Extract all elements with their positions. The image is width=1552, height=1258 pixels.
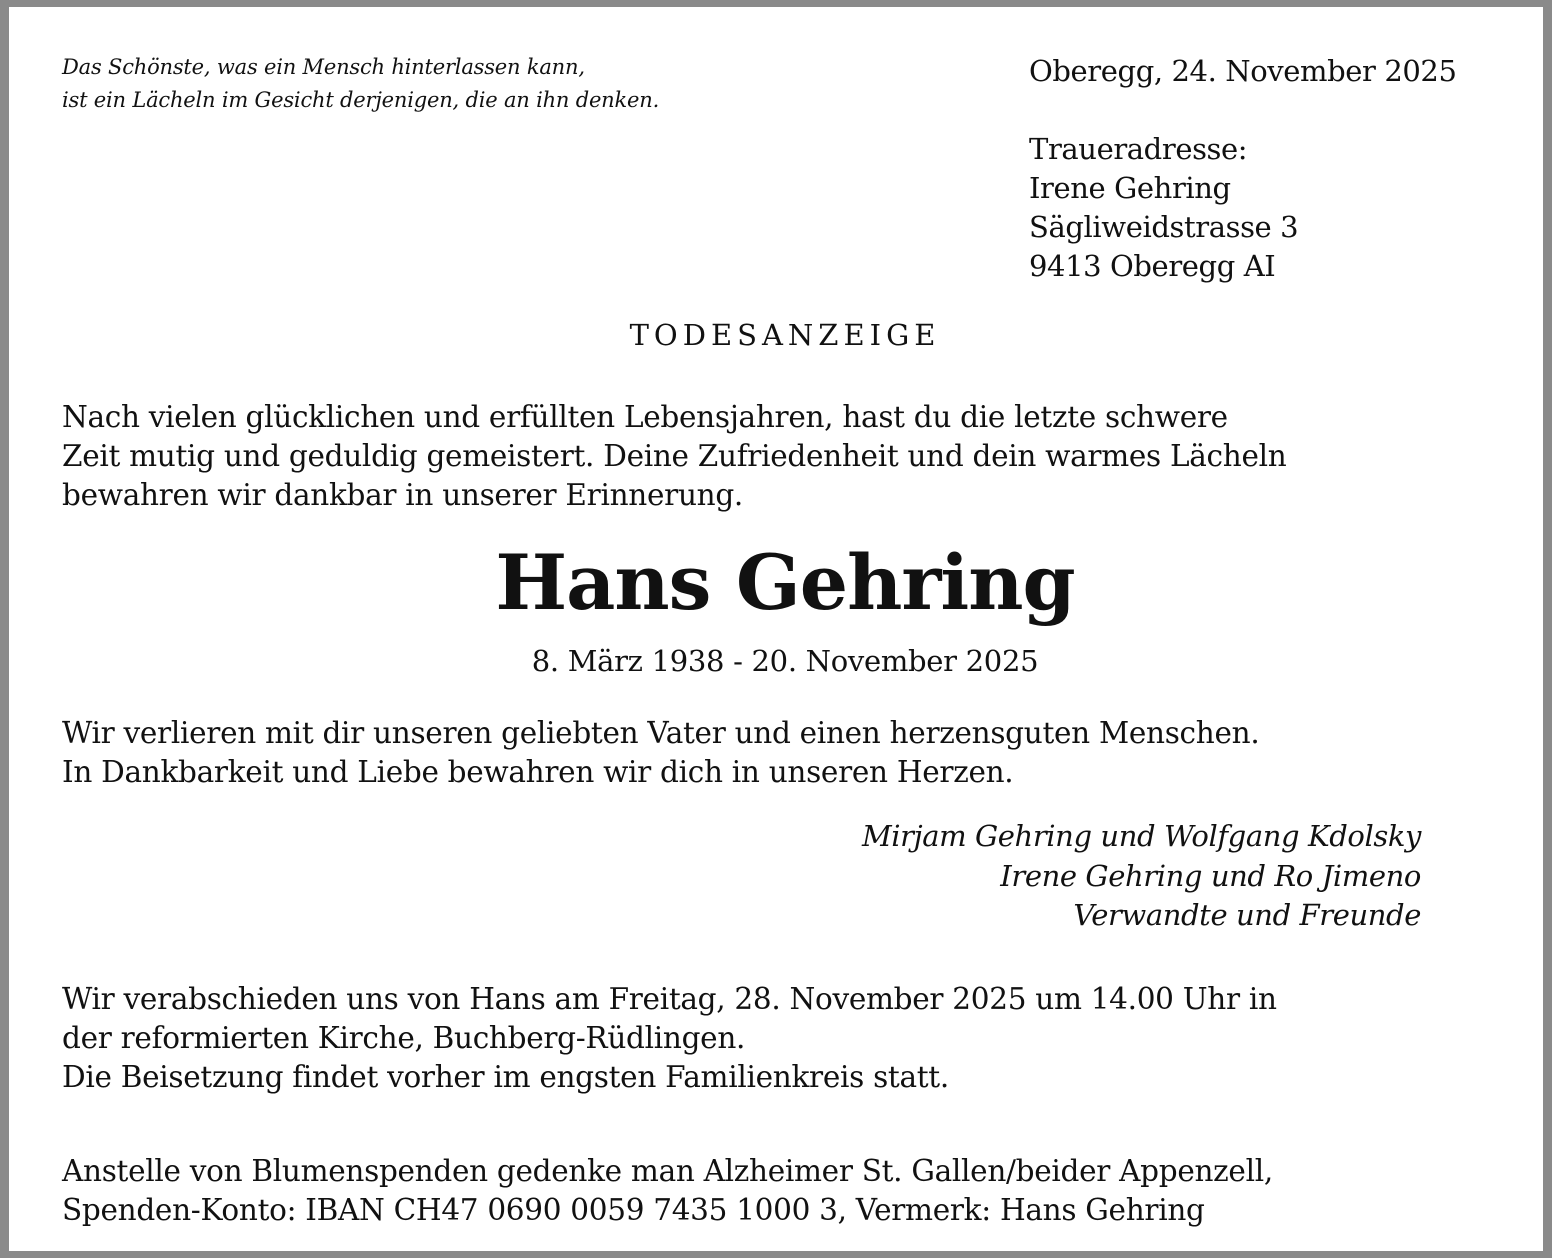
- address-city: 9413 Oberegg AI: [1029, 249, 1276, 283]
- life-dates: 8. März 1938 - 20. November 2025: [531, 644, 1039, 678]
- mourners-list: [862, 817, 1421, 936]
- intro-line: bewahren wir dankbar in unserer Erinnerung.: [62, 478, 744, 512]
- intro-line: Zeit mutig und geduldig gemeistert. Deine Zufriedenheit und dein warmes Lächeln: [62, 439, 1287, 473]
- address-label: Traueradresse:: [1029, 132, 1248, 166]
- intro-text: [62, 398, 1286, 515]
- loss-text: [62, 714, 1259, 792]
- motto-line: ist ein Lächeln im Gesicht derjenigen, die an ihn denken.: [62, 88, 660, 112]
- loss-line: In Dankbarkeit und Liebe bewahren wir dich in unseren Herzen.: [62, 755, 1014, 789]
- loss-line: Wir verlieren mit dir unseren geliebten Vater und einen herzensguten Menschen.: [62, 716, 1260, 750]
- motto-line: Das Schönste, was ein Mensch hinterlassen kann,: [62, 55, 585, 79]
- mourner-line: Mirjam Gehring und Wolfgang Kdolsky: [862, 819, 1421, 853]
- address-street: Sägliweidstrasse 3: [1029, 210, 1299, 244]
- intro-line: Nach vielen glücklichen und erfüllten Lebensjahren, hast du die letzte schwere: [62, 400, 1228, 434]
- farewell-line: Die Beisetzung findet vorher im engsten Familienkreis statt.: [62, 1060, 949, 1094]
- mourning-address: [1029, 130, 1298, 286]
- farewell-line: Wir verabschieden uns von Hans am Freitag, 28. November 2025 um 14.00 Uhr in: [62, 982, 1277, 1016]
- donation-line: Spenden-Konto: IBAN CH47 0690 0059 7435 1000 3, Vermerk: Hans Gehring: [62, 1193, 1205, 1227]
- deceased-name: Hans Gehring: [495, 538, 1075, 627]
- notice-heading: TODESANZEIGE: [629, 318, 941, 352]
- motto-quote: [62, 51, 659, 117]
- donation-line: Anstelle von Blumenspenden gedenke man Alzheimer St. Gallen/beider Appenzell,: [62, 1154, 1273, 1188]
- farewell-line: der reformierten Kirche, Buchberg-Rüdlingen.: [62, 1021, 746, 1055]
- address-name: Irene Gehring: [1029, 171, 1231, 205]
- farewell-text: [62, 980, 1277, 1097]
- donation-text: [62, 1152, 1273, 1230]
- mourner-line: Irene Gehring und Ro Jimeno: [1000, 858, 1421, 893]
- mourner-line: Verwandte und Freunde: [1073, 898, 1421, 932]
- place-date: Oberegg, 24. November 2025: [1029, 54, 1457, 88]
